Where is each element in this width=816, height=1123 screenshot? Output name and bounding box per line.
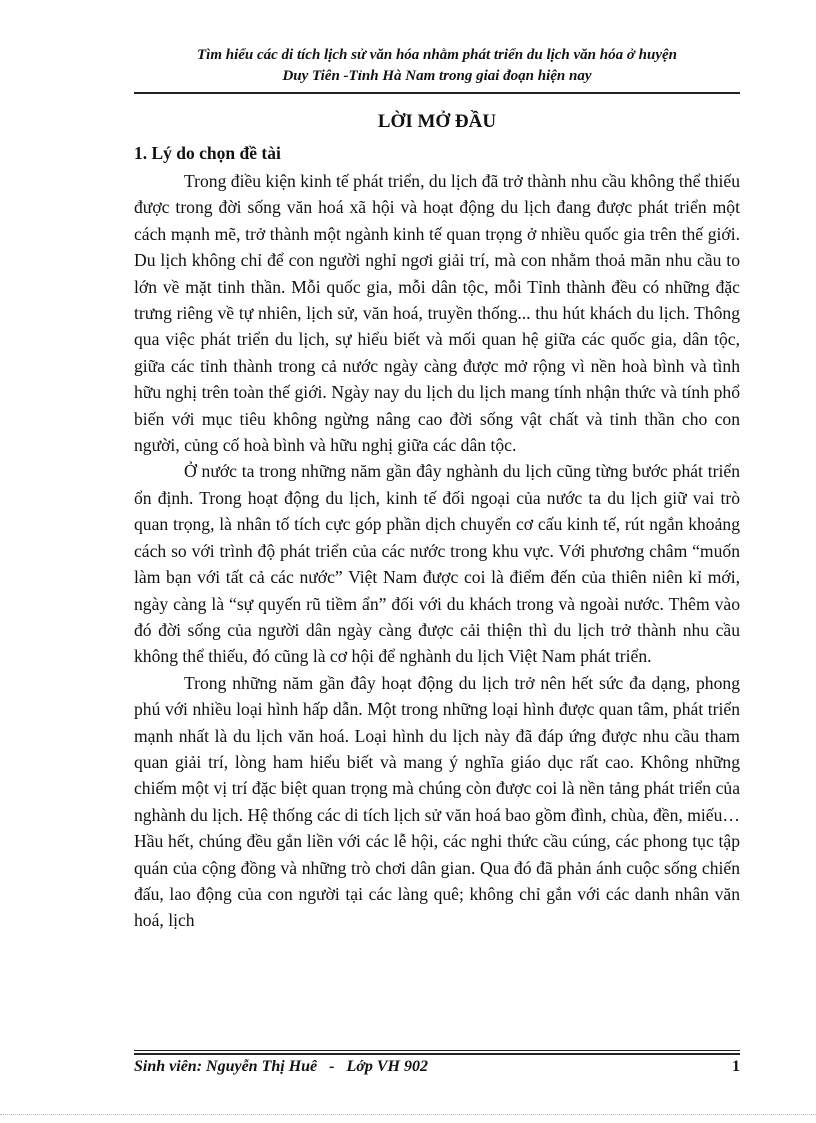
page-number: 1 [732, 1058, 740, 1075]
section-heading: 1. Lý do chọn đề tài [134, 143, 281, 163]
header-line-1: Tìm hiểu các di tích lịch sử văn hóa nhằm phát triển du lịch văn hóa ở huyện [196, 47, 678, 63]
footer-student: Sinh viên: Nguyễn Thị Huê - Lớp VH 902 [134, 1058, 428, 1075]
paragraph-2: Ở nước ta trong những năm gần đây nghành du lịch cũng từng bước phát triển ổn định. Trong hoạt động du lịch, kinh tế đối ngoại của nước ta du lịch giữ vai trò quan trọng, là nhân tố tích cực góp phần dịch chuyển cơ cấu kinh tế, rút ngắn khoảng cách so với trình độ phát triển của các nước trong khu vực. Với phương châm “muốn làm bạn với tất cả các nước” Việt Nam được coi là điểm đến của thiên niên kỉ mới, ngày càng là “sự quyến rũ tiềm ẩn” đối với du khách trong và ngoài nước. Thêm vào đó đời sống của người dân ngày càng được cải thiện thì du lịch trở thành nhu cầu không thể thiếu, đó cũng là cơ hội để nghành du lịch Việt Nam phát triển. [134, 461, 740, 667]
paragraph-3: Trong những năm gần đây hoạt động du lịch trở nên hết sức đa dạng, phong phú với nhiều loại hình hấp dẫn. Một trong những loại hình được quan tâm, phát triển mạnh nhất là du lịch văn hoá. Loại hình du lịch này đã đáp ứng được nhu cầu tham quan giải trí, lòng ham hiểu biết và mang ý nghĩa giáo dục rất cao. Không những chiếm một vị trí đặc biệt quan trọng mà chúng còn được coi là nền tảng phát triển của nghành du lịch. Hệ thống các di tích lịch sử văn hoá bao gồm đình, chùa, đền, miếu… Hầu hết, chúng đều gắn liền với các lễ hội, các nghi thức cầu cúng, các phong tục tập quán của cộng đồng và những trò chơi dân gian. Qua đó đã phản ánh cuộc sống chiến đấu, lao động của con người tại các làng quê; không chỉ gắn với các danh nhân văn hoá, lịch [134, 672, 740, 931]
page-edge-dotted-line [0, 1114, 816, 1115]
footer-rule-thick [134, 1053, 740, 1055]
paragraph-1: Trong điều kiện kinh tế phát triển, du lịch đã trở thành nhu cầu không thể thiếu được trong đời sống văn hoá xã hội và hoạt động du lịch đang được phát triển một cách mạnh mẽ, trở thành một ngành kinh tế quan trọng ở nhiều quốc gia trên thế giới. Du lịch không chỉ để con người nghỉ ngơi giải trí, mà con nhằm thoả mãn nhu cầu to lớn về mặt tinh thần. Mỗi quốc gia, mỗi dân tộc, mỗi Tỉnh thành đều có những đặc trưng riêng về tự nhiên, lịch sử, văn hoá, truyền thống... thu hút khách du lịch. Thông qua việc phát triển du lịch, sự hiểu biết và mối quan hệ giữa các quốc gia, dân tộc, giữa các tỉnh thành trong cả nước ngày càng được mở rộng vì nền hoà bình và tình hữu nghị trên toàn thế giới. Ngày nay du lịch du lịch mang tính nhận thức và tính phổ biến với mục tiêu không ngừng nâng cao đời sống vật chất và tinh thần cho con người, củng cố hoà bình và hữu nghị giữa các dân tộc. [134, 171, 740, 456]
running-footer [134, 1056, 740, 1078]
header-rule [134, 92, 740, 94]
body-text [134, 168, 740, 934]
page-title: LỜI MỞ ĐẦU [377, 111, 497, 132]
footer-rule-thin [134, 1050, 740, 1051]
header-line-2: Duy Tiên -Tỉnh Hà Nam trong giai đoạn hiện nay [282, 68, 592, 84]
running-header [134, 45, 740, 87]
